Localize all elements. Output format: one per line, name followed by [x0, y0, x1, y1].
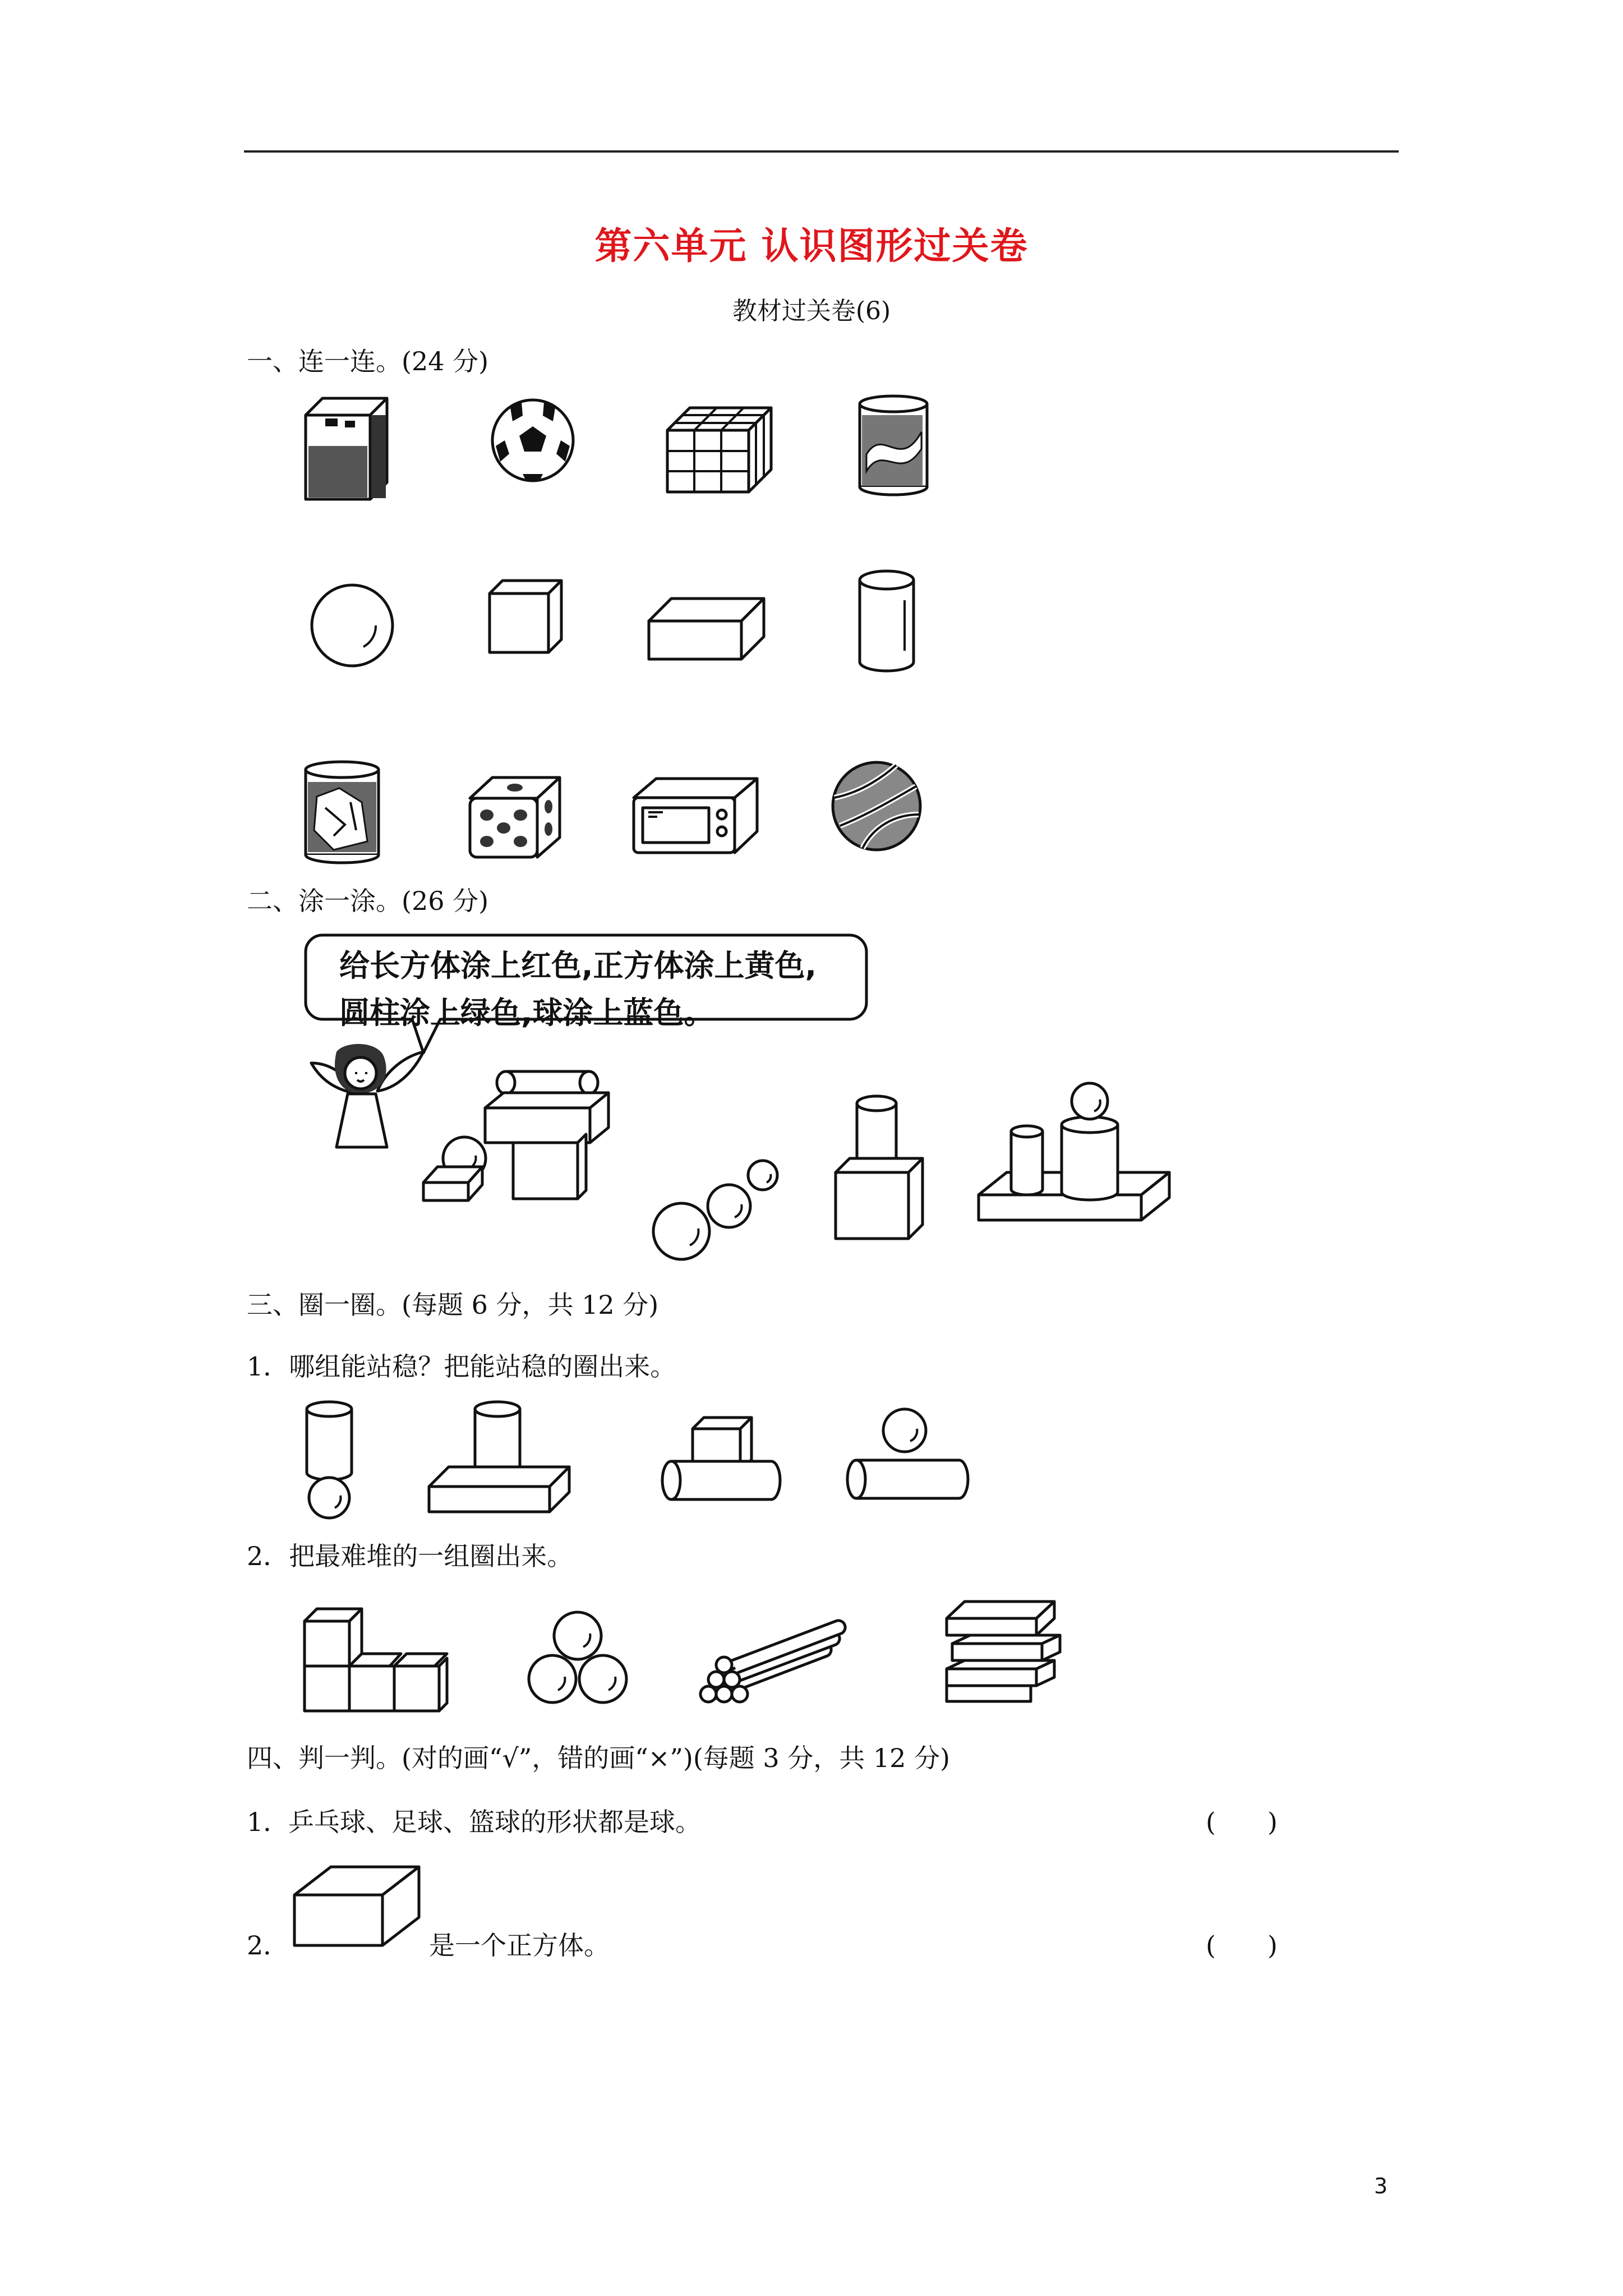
cylinder-on-slab-option: [423, 1397, 575, 1517]
slabs-stack-option: [942, 1599, 1063, 1705]
can-icon: [855, 393, 934, 499]
cube-on-cylinder-option: [659, 1411, 788, 1509]
angel-girl-icon: [306, 1041, 429, 1158]
cuboid-icon: [646, 596, 767, 663]
page-title: 第六单元 认识图形过关卷: [594, 224, 1029, 268]
section4-q2-number: 2．: [247, 1930, 289, 1961]
page-subtitle: 教材过关卷(6): [732, 297, 891, 325]
stacked-blocks-group: [415, 1066, 639, 1257]
rubiks-cube-icon: [665, 405, 777, 495]
bubble-line-1: 给长方体涂上红色,正方体涂上黄色,: [339, 948, 817, 983]
volleyball-icon: [829, 758, 924, 854]
section4-heading: 四、判一判。(对的画“√”，错的画“×”)(每题 3 分，共 12 分): [247, 1743, 950, 1773]
section4-q1-answer-blank[interactable]: ( ): [1206, 1807, 1278, 1837]
page-number: 3: [1374, 2174, 1388, 2198]
sphere-on-cylinder-option: [844, 1405, 973, 1506]
cubes-group-option: [300, 1604, 451, 1717]
cylinder-icon: [855, 567, 920, 679]
soccer-ball-icon: [488, 395, 578, 485]
header-rule: [244, 150, 1399, 153]
tissue-box-icon: [303, 393, 404, 505]
spheres-group: [651, 1158, 785, 1271]
dice-icon: [464, 773, 565, 863]
microwave-icon: [628, 775, 763, 857]
cylinder-on-sphere-option: [300, 1397, 362, 1526]
sphere-icon: [307, 581, 397, 670]
spheres-pile-option: [522, 1609, 634, 1710]
section4-q2-answer-blank[interactable]: ( ): [1206, 1930, 1278, 1961]
cylinders-pile-option: [693, 1616, 850, 1705]
cylinder-on-cube-group: [830, 1091, 937, 1243]
section2-heading: 二、涂一涂。(26 分): [247, 886, 489, 916]
section4-q1-number: 1．: [247, 1807, 289, 1837]
cube-icon: [487, 578, 565, 656]
section3-q2: 2．把最难堆的一组圈出来。: [247, 1541, 573, 1571]
drink-can-icon: [300, 757, 390, 869]
section3-q1: 1．哪组能站稳？把能站稳的圈出来。: [247, 1351, 676, 1382]
bubble-line-2: 圆柱涂上绿色,球涂上蓝色。: [339, 995, 714, 1030]
cuboid-figure: [289, 1862, 423, 1949]
section3-heading: 三、圈一圈。(每题 6 分，共 12 分): [247, 1290, 659, 1320]
section4-q1-text: 乒乓球、足球、篮球的形状都是球。: [288, 1807, 701, 1837]
section4-q2-text: 是一个正方体。: [429, 1930, 610, 1961]
section1-heading: 一、连一连。(24 分): [247, 346, 489, 376]
platform-group: [973, 1080, 1175, 1248]
